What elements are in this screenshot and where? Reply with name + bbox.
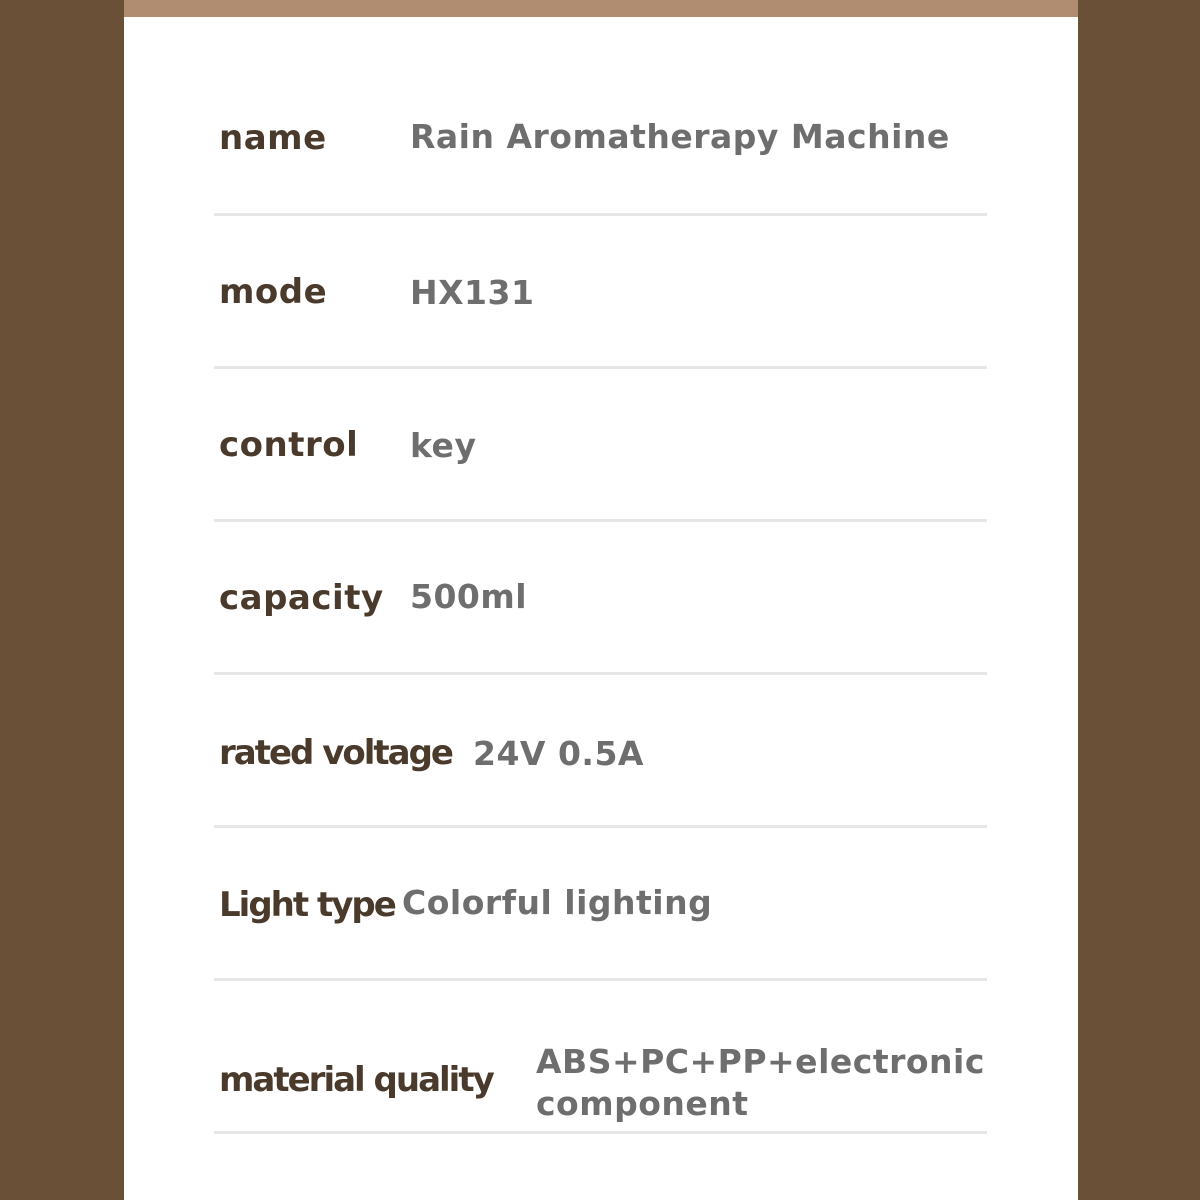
- spec-label: control: [219, 425, 359, 465]
- spec-row-light-type: [214, 828, 987, 981]
- spec-label: capacity: [219, 578, 384, 618]
- spec-row-capacity: [214, 522, 987, 675]
- spec-row-rated-voltage: [214, 675, 987, 828]
- right-frame: [1078, 0, 1200, 1200]
- spec-label: rated voltage: [219, 733, 452, 773]
- spec-value: 24V 0.5A: [473, 734, 644, 773]
- spec-value: Colorful lighting: [402, 883, 713, 922]
- spec-label: material quality: [219, 1060, 493, 1100]
- spec-value: HX131: [410, 273, 535, 312]
- spec-row-name: [214, 60, 987, 216]
- spec-card: [124, 0, 1078, 1200]
- top-band: [124, 0, 1078, 17]
- spec-label: Light type: [219, 885, 395, 925]
- spec-value: ABS+PC+PP+electronic component: [536, 1042, 985, 1123]
- spec-value: Rain Aromatherapy Machine: [410, 117, 950, 156]
- spec-value: 500ml: [410, 577, 528, 616]
- spec-row-material-quality: [214, 981, 987, 1134]
- spec-value: key: [410, 426, 477, 465]
- left-frame: [0, 0, 124, 1200]
- spec-row-mode: [214, 216, 987, 369]
- spec-row-control: [214, 369, 987, 522]
- spec-label: name: [219, 118, 327, 158]
- spec-label: mode: [219, 272, 328, 312]
